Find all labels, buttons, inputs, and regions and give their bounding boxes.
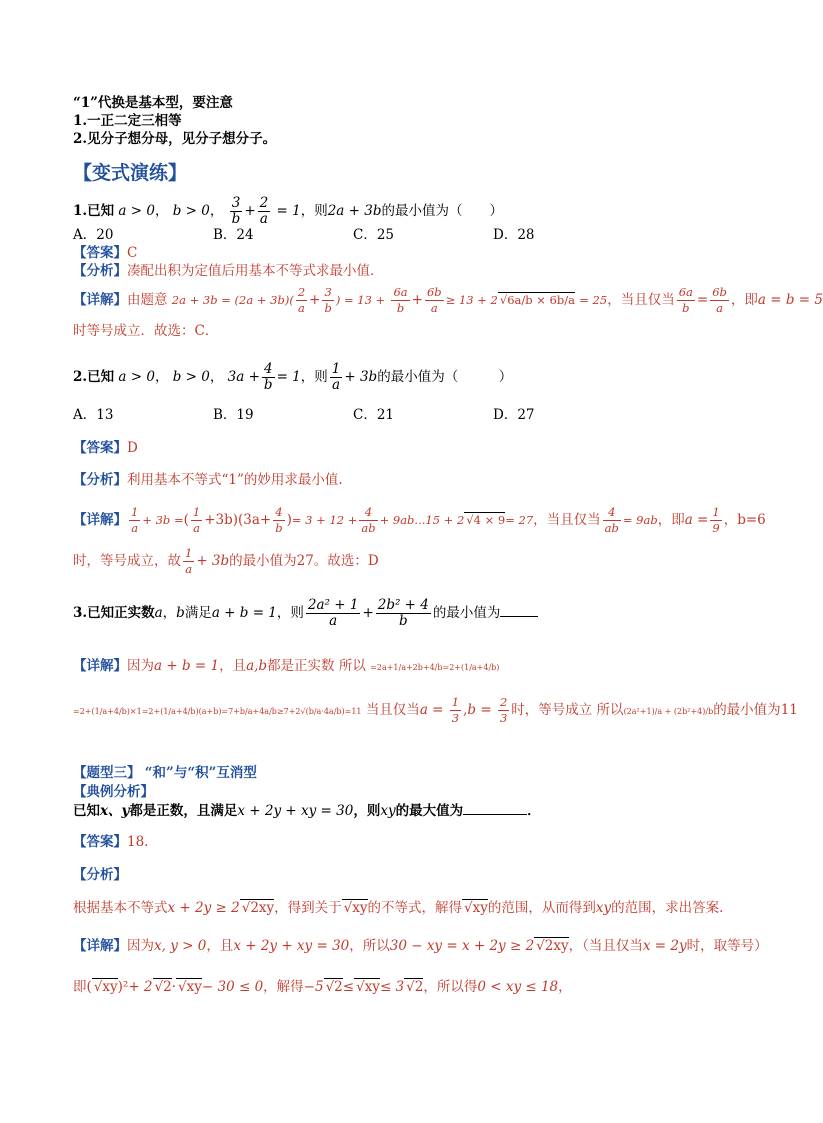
ex-detail: 【详解】因为x, y > 0，且x + 2y + xy = 30，所以30 − xy = x + 2y ≥ 2√ 2xy，（当且仅当x = 2y时，取等号） <box>73 936 768 956</box>
q2-detail-eq1: + 3b = <box>142 513 184 527</box>
q3-when: 当且仅当 <box>365 702 420 718</box>
q2-answer <box>73 439 138 457</box>
fraction: $\frac{2}{a}$ <box>297 285 306 315</box>
fraction: $\frac{3}{b}$ <box>324 285 332 315</box>
ex-last-so: ，所以得 <box>423 979 478 995</box>
ex-analysis: 根据基本不等式x + 2y ≥ 2√ 2xy，得到关于√ xy的不等式，解得√ xy的范围，从而得到xy的范围，求出答案. <box>73 898 723 918</box>
answer-blank[interactable] <box>463 802 527 815</box>
answer-label: 【答案】 <box>73 834 127 850</box>
ex-analysis-label: 【分析】 <box>73 867 127 883</box>
fraction: $\frac{1}{9}$ <box>712 505 720 535</box>
detail-label: 【详解】 <box>73 512 127 528</box>
ex-answer <box>73 833 148 851</box>
q1-detail-result: a = b = 5 <box>757 292 823 308</box>
fraction: $\frac{\text{2b² + 4}}{b}$ <box>377 597 429 629</box>
q1-stem-prefix: 1.已知 <box>73 203 115 219</box>
ex-last-solve: ，解得 <box>263 979 304 995</box>
q3-var-b: b <box>176 605 185 621</box>
fraction: $\frac{4}{ab}$ <box>604 505 619 535</box>
q2-stem: 2.已知 a > 0， b > 0， 3a + $\frac{4}{b}$ = 1，则 $\frac{1}{a}$ + 3b的最小值为（ ） <box>73 361 513 393</box>
ex-last-g: ≤ 3 <box>379 979 405 995</box>
q2-detail-end <box>73 546 379 577</box>
section2-name: “和”与“积”互消型 <box>144 765 257 781</box>
fraction: $\frac{\text{2a² + 1}}{a}$ <box>307 597 359 629</box>
q3-minval: 的最小值为 <box>713 702 781 718</box>
q1-detail-end: 时等号成立．故选：C． <box>73 323 219 339</box>
q2-detail-eq6: = 9ab <box>622 513 658 527</box>
q3-var-a: a <box>154 605 163 621</box>
q1-stem-then: ，则 <box>300 203 328 219</box>
intro-line-1: “1”代换是基本型，要注意 <box>73 95 233 111</box>
q3-positive: 都是正实数 所以 <box>267 658 366 674</box>
ex-analysis-c: 的不等式，解得 <box>367 900 463 916</box>
fraction: $\frac{6b}{a}$ <box>712 285 727 315</box>
q3-detail-2: =2+(1/a+4/b)×1=2+(1/a+4/b)(a+b)=7+b/a+4a/b≥7+2√(b/a·4a/b)=11 当且仅当a = $\frac{1}{3}$ ,b = $\frac{2}{3}$ 时，等号成立 所以(2a²+1)/a + (2b²+4)/b的最小值为11 <box>73 695 798 725</box>
q2-cond-b: b > 0 <box>172 369 210 385</box>
ex-given: 已知 <box>73 803 100 819</box>
q2-option-b: B．19 <box>213 407 254 423</box>
fraction: $\frac{1}{a}$ <box>192 505 201 535</box>
q2-stem-ask: 的最小值为（ ） <box>377 369 513 385</box>
fraction-3-over-b: $\frac{3}{b}$ <box>231 195 241 227</box>
q1-detail: 【详解】由题意 2a + 3b = (2a + 3b)( $\frac{2}{a}$ + $\frac{3}{b}$ ) = 13 + $\frac{6a}{b}$ + $\frac{6b}{a}$ ≥ 13 + 2√ 6a/b × 6b/a = 25，当且仅当 $\frac{6a}{b}$ = $\frac{6b}{a}$ ，即a = b = 5 <box>73 285 823 316</box>
ex-analysis-f: 的范围，求出答案. <box>611 900 724 916</box>
fraction: $\frac{6a}{b}$ <box>678 285 693 315</box>
q2-stem-then: ，则 <box>300 369 328 385</box>
ex-positive: 都是正数，且满足 <box>129 803 238 819</box>
ex-analysis-intro: 根据基本不等式 <box>73 900 168 916</box>
q2-detail-namely: ，即 <box>657 512 685 528</box>
q2-target: + 3b <box>344 369 378 385</box>
q3-cond: a + b = 1 <box>154 658 220 674</box>
ex-xy: xy <box>380 803 396 819</box>
q3-stem: 3.已知正实数a，b满足a + b = 1，则 $\frac{\text{2a² + 1}}{a}$ + $\frac{\text{2b² + 4}}{b}$ 的最小值为 <box>73 597 538 629</box>
fraction: $\frac{4}{b}$ <box>275 505 283 535</box>
ex-detail-because: 因为 <box>127 938 154 954</box>
analysis-label: 【分析】 <box>73 472 127 488</box>
q2-option-d: D．27 <box>493 407 535 423</box>
q3-detail <box>73 650 499 684</box>
q2-analysis-text: 利用基本不等式“1”的妙用求最小值. <box>127 472 343 488</box>
analysis-label: 【分析】 <box>73 263 127 279</box>
q1-stem-ask: 的最小值为（ ） <box>381 203 503 219</box>
detail-label: 【详解】 <box>73 658 127 674</box>
ex-last-namely: 即 <box>73 979 87 995</box>
q3-stem-prefix: 3.已知正实数 <box>73 605 155 621</box>
q2-detail-eq2: = 3 + 12 + <box>291 513 358 527</box>
q1-option-c: C．25 <box>353 227 395 243</box>
example-stem <box>73 802 541 820</box>
fraction: $\frac{1}{3}$ <box>451 695 460 725</box>
q1-detail-eq2: ) = 13 + <box>335 293 386 307</box>
q3-and: ，且 <box>219 658 247 674</box>
q2-detail-b: b=6 <box>737 512 766 528</box>
fraction: $\frac{4}{ab}$ <box>361 505 376 535</box>
q3-satisfy: 满足 <box>184 605 212 621</box>
q2-detail-expr: + 3b <box>196 553 230 569</box>
q2-analysis <box>73 471 343 489</box>
fraction: $\frac{1}{a}$ <box>185 546 193 576</box>
q2-detail-comma: ， <box>723 512 738 528</box>
q2-cond-a: a > 0 <box>118 369 155 385</box>
ex-equation: x + 2y + xy = 30 <box>237 803 354 819</box>
fraction: $\frac{2}{3}$ <box>499 695 508 725</box>
section2-label: 【题型三】 <box>73 765 141 781</box>
q2-detail-eq3: + 9ab...15 + 2 <box>379 513 465 527</box>
ex-last-c: − 30 ≤ 0 <box>201 979 264 995</box>
section-title-practice: 【变式演练】 <box>73 162 188 184</box>
fraction: $\frac{6b}{a}$ <box>426 285 442 315</box>
q2-detail: 【详解】 $\frac{1}{a}$ + 3b =( $\frac{1}{a}$ +3b)(3a+ $\frac{4}{b}$ )= 3 + 12 + $\frac{4}{ab}$ + 9ab...15 + 2√ 4 × 9= 27，当且仅当 $\frac{4}{ab}$ = 9ab，即a = $\frac{1}{9}$ ，b=6 <box>73 505 766 536</box>
detail-label: 【详解】 <box>73 938 127 954</box>
q1-option-b: B．24 <box>213 227 254 243</box>
q1-cond-b: b > 0 <box>172 203 210 219</box>
ex-analysis-b: ，得到关于 <box>274 900 342 916</box>
q1-answer-value: C <box>127 245 138 261</box>
q1-detail-eq3: ≥ 13 + 2 <box>445 293 498 307</box>
q2-eq-rhs: = 1 <box>276 369 301 385</box>
answer-label: 【答案】 <box>73 440 127 456</box>
intro-line-3: 2.见分子想分母，见分子想分子。 <box>73 131 277 147</box>
ex-answer-value: 18. <box>127 834 149 850</box>
ex-vars: x、y <box>100 803 130 819</box>
ex-then: ，则 <box>353 803 381 819</box>
q3-result: 11 <box>780 702 798 718</box>
q1-detail-eq4: = 25 <box>579 293 608 307</box>
q1-analysis <box>73 262 384 280</box>
q1-detail-intro: 由题意 <box>127 292 168 308</box>
fraction-1-over-a: $\frac{1}{a}$ <box>331 361 341 393</box>
ex-last-f: ≤ <box>342 979 355 995</box>
fraction: $\frac{1}{a}$ <box>131 505 139 535</box>
q2-detail-when: ，当且仅当 <box>533 512 601 528</box>
q1-detail-eq: 2a + 3b = (2a + 3b)( <box>171 293 294 307</box>
ex-last-range: 0 < xy ≤ 18 <box>477 979 559 995</box>
ex-detail-x2y: x = 2y <box>642 938 687 954</box>
q3-equal: 时，等号成立 所以 <box>511 702 624 718</box>
q2-options <box>73 406 633 424</box>
ex-analysis-xy: xy <box>595 900 612 916</box>
ex-last-b: + 2 <box>128 979 153 995</box>
q1-option-d: D．28 <box>493 227 535 243</box>
fraction-2-over-a: $\frac{2}{a}$ <box>259 195 269 227</box>
ex-last-e: −5 <box>303 979 324 995</box>
q2-stem-prefix: 2.已知 <box>73 369 115 385</box>
q1-answer <box>73 244 137 262</box>
q2-detail-a: a = <box>684 512 709 528</box>
q3-vars: a,b <box>246 658 268 674</box>
q1-analysis-text: 凑配出积为定值后用基本不等式求最小值． <box>127 263 384 279</box>
q1-target: 2a + 3b <box>327 203 382 219</box>
q1-option-a: A．20 <box>73 227 114 243</box>
answer-blank[interactable] <box>500 604 538 617</box>
q3-comma: ， <box>162 605 177 621</box>
ex-detail-so: ，所以 <box>349 938 390 954</box>
square-root: √ 4 × 9 <box>464 512 505 527</box>
ex-detail-equal: 时，取等号） <box>686 938 768 954</box>
q2-detail-equal: 时，等号成立，故 <box>73 553 181 569</box>
q2-detail-minval: 的最小值为 <box>229 553 297 569</box>
q3-because: 因为 <box>127 658 154 674</box>
q2-detail-choose: 。故选：D <box>313 553 379 569</box>
q2-option-c: C．21 <box>353 407 395 423</box>
q2-answer-value: D <box>127 440 138 456</box>
ex-analysis-eq: x + 2y ≥ 2 <box>167 900 240 916</box>
q2-detail-eq5: = 27 <box>505 513 534 527</box>
q1-detail-when: ，当且仅当 <box>607 292 675 308</box>
q1-cond-a: a > 0 <box>118 203 155 219</box>
q3-ask: 的最小值为 <box>432 605 501 621</box>
ex-ask: 的最大值为 <box>395 803 464 819</box>
square-root: √ 6a/b × 6b/a <box>498 292 575 307</box>
q1-options <box>73 226 633 244</box>
section2-sub: 【典例分析】 <box>73 784 154 800</box>
ex-last-comma: ， <box>558 979 572 995</box>
ex-detail-ineq: 30 − xy = x + 2y ≥ 2 <box>389 938 535 954</box>
intro-line-2: 1.一正二定三相等 <box>73 113 182 129</box>
fraction-4-over-b: $\frac{4}{b}$ <box>263 361 273 393</box>
q3-then: ，则 <box>276 605 304 621</box>
q1-detail-namely: ，即 <box>730 292 758 308</box>
ex-detail-and: ，且 <box>206 938 234 954</box>
q2-detail-27: 27 <box>296 553 314 569</box>
q3-tiny-eq1: =2a+1/a+2b+4/b=2+(1/a+4/b) <box>370 663 500 672</box>
detail-label: 【详解】 <box>73 292 127 308</box>
ex-last: 即(√ xy)²+ 2√ 2·√ xy− 30 ≤ 0，解得−5√ 2≤√ xy≤ 3√ 2，所以得0 < xy ≤ 18， <box>73 976 572 998</box>
q3-condition: a + b = 1 <box>211 605 277 621</box>
ex-detail-pos: x, y > 0 <box>154 938 207 954</box>
section2-title <box>73 764 257 782</box>
ex-detail-when: ，（当且仅当 <box>568 938 643 954</box>
q1-stem: 1.已知 a > 0， b > 0， $\frac{3}{b}$ + $\frac{2}{a}$ = 1，则2a + 3b的最小值为（ ） <box>73 195 503 227</box>
ex-detail-eq: x + 2y + xy = 30 <box>233 938 350 954</box>
ex-period: ． <box>527 803 541 819</box>
answer-label: 【答案】 <box>73 245 127 261</box>
q1-eq-rhs: = 1 <box>276 203 301 219</box>
ex-analysis-d: 的范围，从而得到 <box>487 900 596 916</box>
fraction: $\frac{6a}{b}$ <box>393 285 408 315</box>
q3-tiny-eq2: =2+(1/a+4/b)×1=2+(1/a+4/b)(a+b)=7+b/a+4a/b≥7+2√(b/a·4a/b)=11 <box>73 707 362 716</box>
q2-eq: 3a + <box>227 369 260 385</box>
q2-option-a: A．13 <box>73 407 114 423</box>
